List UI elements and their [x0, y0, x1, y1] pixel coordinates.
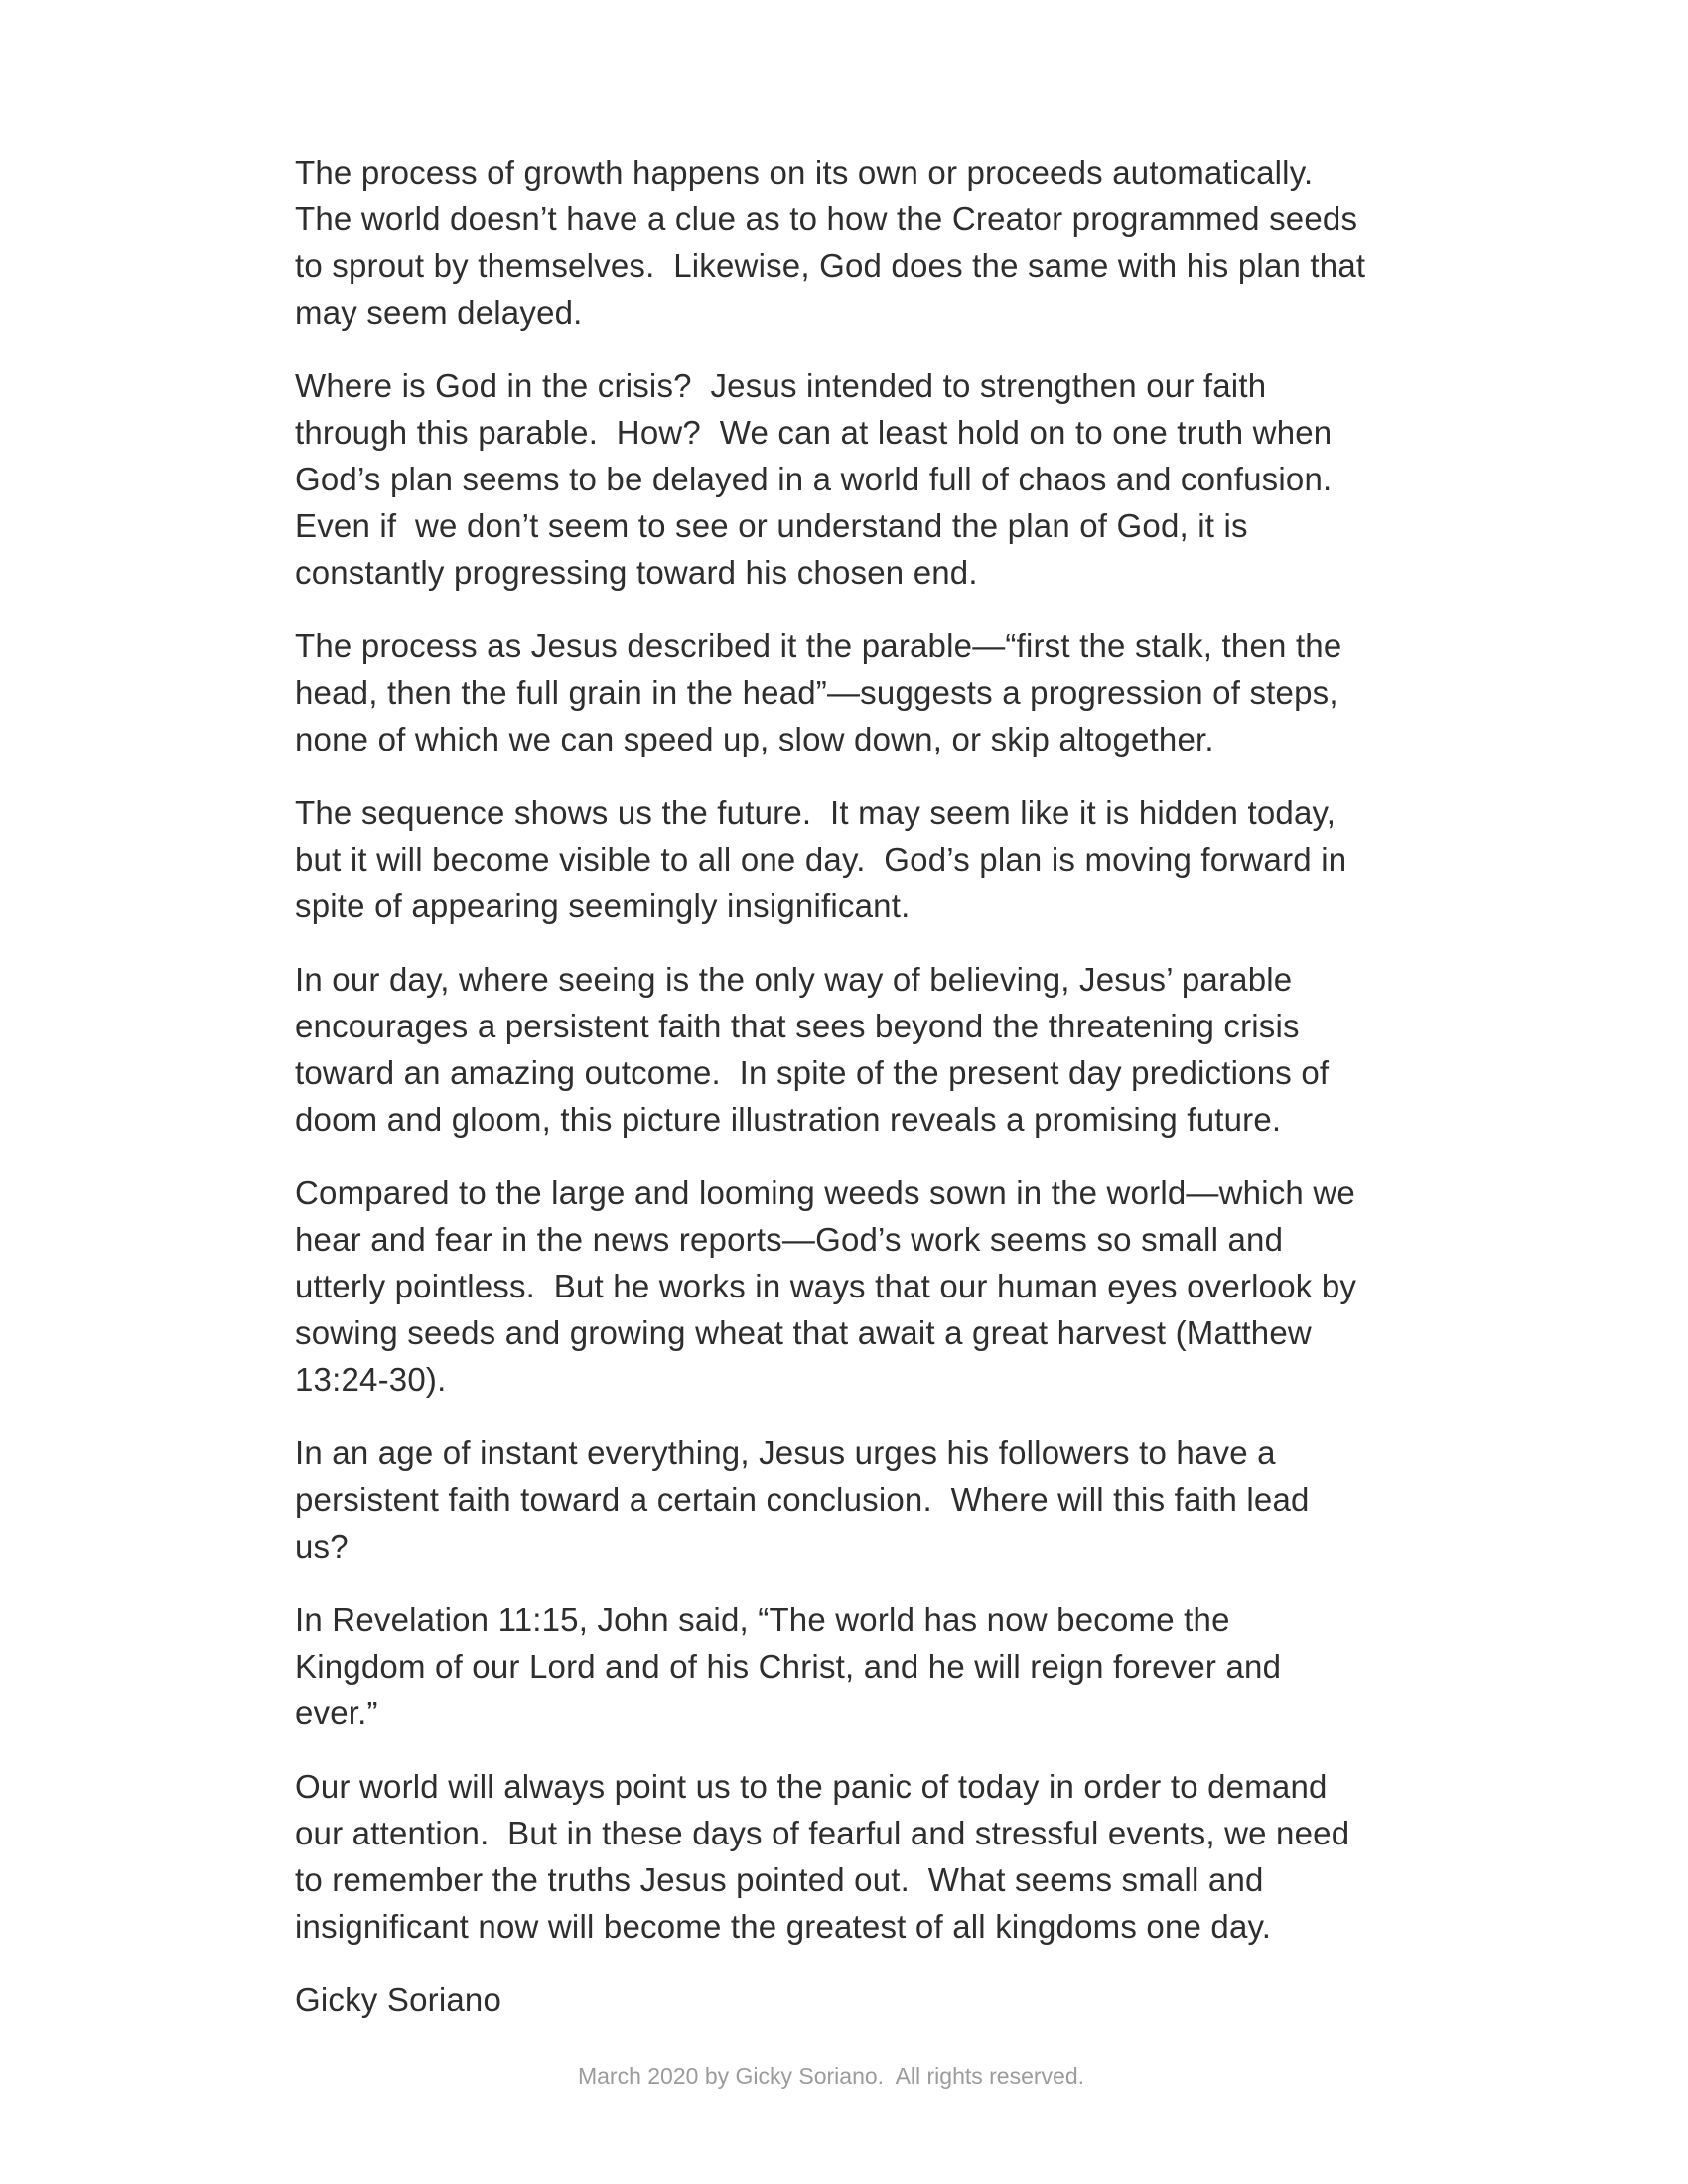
paragraph-7: In an age of instant everything, Jesus urges his followers to have a persistent faith toward a certain conclusion. Where will this faith lead us? — [295, 1434, 1319, 1565]
document-body — [295, 149, 1375, 2050]
paragraph-1: The process of growth happens on its own or proceeds automatically. The world doesn’t have a clue as to how the Creator programmed seeds to sprout by themselves. Likewise, God does the same with his plan that may seem delayed. — [295, 154, 1375, 331]
paragraph-8: In Revelation 11:15, John said, “The world has now become the Kingdom of our Lord and of his Christ, and he will reign forever and ever.” — [295, 1601, 1291, 1731]
paragraph-5: In our day, where seeing is the only way of believing, Jesus’ parable encourages a persistent faith that sees beyond the threatening crisis toward an amazing outcome. In spite of the present day predictions of doom and gloom, this picture illustration reveals a promising future. — [295, 961, 1338, 1138]
paragraph-9: Our world will always point us to the panic of today in order to demand our attention. But in these days of fearful and stressful events, we need to remember the truths Jesus pointed out. What seems small and insignificant now will become the greatest of all kingdoms one day. — [295, 1768, 1359, 1945]
author-signature: Gicky Soriano — [295, 1981, 502, 2018]
paragraph-4: The sequence shows us the future. It may seem like it is hidden today, but it will become visible to all one day. God’s plan is moving forward in spite of appearing seemingly insignificant. — [295, 794, 1356, 924]
paragraph-2: Where is God in the crisis? Jesus intended to strengthen our faith through this parable. How? We can at least hold on to one truth when God’s plan seems to be delayed in a world full of chaos and confusion. Even if we don’t seem to see or understand the plan of God, it is constantly progressing toward his chosen end. — [295, 367, 1351, 591]
paragraph-6: Compared to the large and looming weeds sown in the world—which we hear and fear in the news reports—God’s work seems so small and utterly pointless. But he works in ways that our human eyes overlook by sowing seeds and growing wheat that await a great harvest (Matthew 13:24-30). — [295, 1174, 1366, 1398]
page-footer: March 2020 by Gicky Soriano. All rights reserved. — [577, 2063, 1085, 2089]
paragraph-3: The process as Jesus described it the parable—“first the stalk, then the head, then the full grain in the head”—suggests a progression of steps, none of which we can speed up, slow down, or skip altogether. — [295, 627, 1351, 757]
